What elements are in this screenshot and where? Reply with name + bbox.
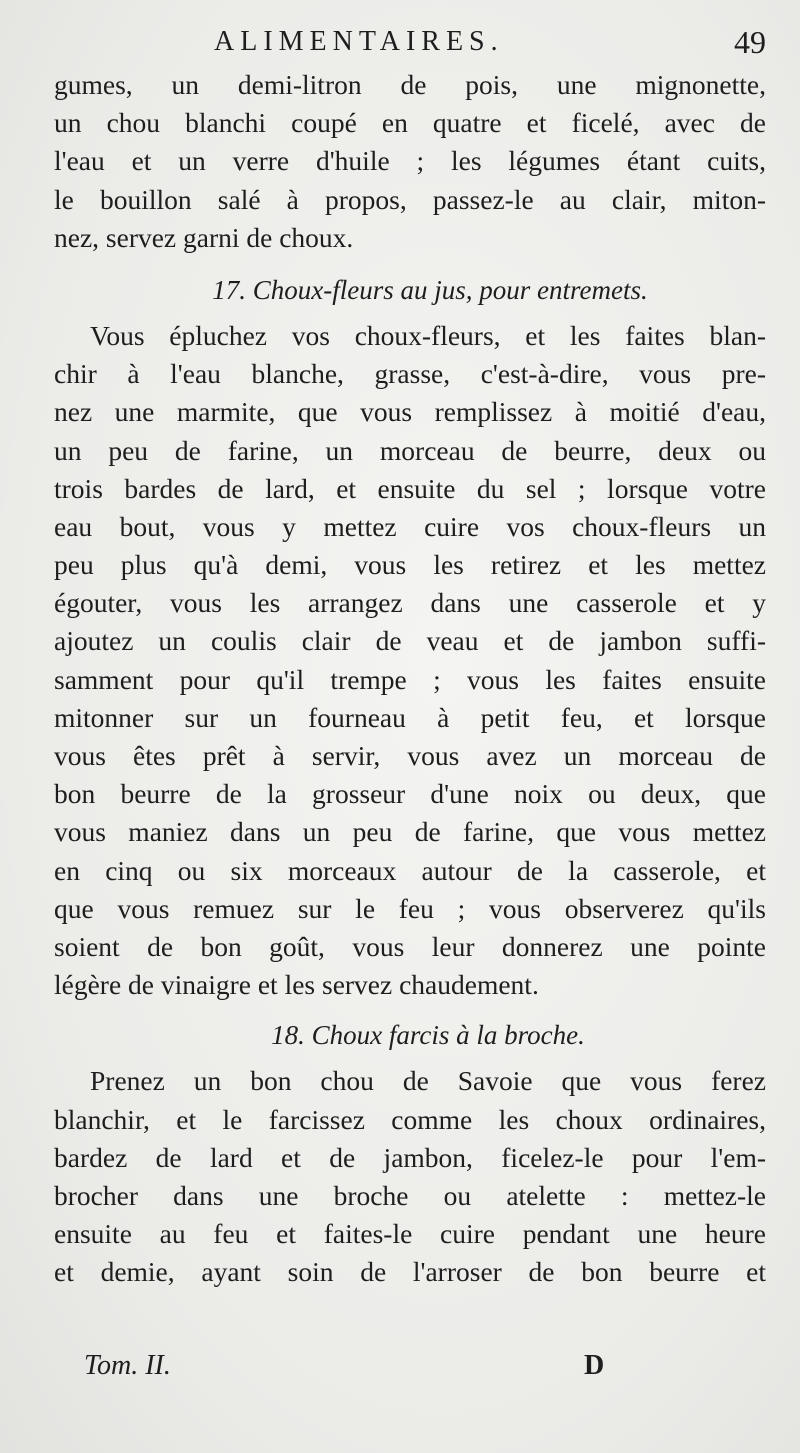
text-line: mitonner sur un fourneau à petit feu, et lorsque (54, 701, 766, 733)
text-line: bon beurre de la grosseur d'une noix ou deux, que (54, 778, 766, 810)
text-line: blanchir, et le farcissez comme les choux ordinaires, (54, 1103, 766, 1135)
text-line: vous maniez dans un peu de farine, que vous mettez (54, 816, 766, 848)
text-line: nez, servez garni de choux. (54, 221, 354, 253)
text-line: bardez de lard et de jambon, ficelez-le pour l'em- (54, 1141, 766, 1173)
text-line: samment pour qu'il trempe ; vous les faites ensuite (54, 663, 766, 695)
volume-signature: Tom. II. (84, 1350, 171, 1381)
text-line: nez une marmite, que vous remplissez à moitié d'eau, (54, 396, 766, 428)
text-line: ensuite au feu et faites-le cuire pendant une heure (54, 1218, 766, 1250)
text-line: peu plus qu'à demi, vous les retirez et les mettez (54, 549, 766, 581)
text-line: eau bout, vous y mettez cuire vos choux-fleurs un (54, 510, 766, 542)
text-line: un chou blanchi coupé en quatre et ficelé, avec de (54, 107, 766, 139)
text-line: un peu de farine, un morceau de beurre, deux ou (54, 434, 766, 466)
text-line: chir à l'eau blanche, grasse, c'est-à-dire, vous pre- (54, 358, 766, 390)
text-line: le bouillon salé à propos, passez-le au clair, miton- (54, 183, 766, 215)
text-line: brocher dans une broche ou atelette : mettez-le (54, 1179, 766, 1211)
recipe-paragraph-18 (54, 1062, 766, 1291)
page-number: 49 (734, 24, 766, 60)
text-line: égouter, vous les arrangez dans une casserole et y (54, 587, 766, 619)
text-line: légère de vinaigre et les servez chaudement. (54, 969, 539, 1001)
gathering-signature: D (584, 1350, 605, 1381)
text-line: l'eau et un verre d'huile ; les légumes étant cuits, (54, 145, 766, 177)
recipe-heading-17: 17. Choux-fleurs au jus, pour entremets. (212, 274, 648, 305)
text-line: vous êtes prêt à servir, vous avez un morceau de (54, 740, 766, 771)
text-line: en cinq ou six morceaux autour de la casserole, et (54, 854, 766, 886)
text-line: soient de bon goût, vous leur donnerez une pointe (54, 930, 766, 962)
text-line: que vous remuez sur le feu ; vous observerez qu'ils (54, 892, 766, 924)
body-text (54, 66, 766, 1291)
running-head: ALIMENTAIRES. (214, 26, 504, 57)
page-footer (84, 1350, 740, 1390)
text-line: Vous épluchez vos choux-fleurs, et les faites blan- (90, 319, 766, 351)
page-header (54, 22, 778, 70)
recipe-heading-18: 18. Choux farcis à la broche. (271, 1020, 585, 1051)
paragraph-continued (54, 66, 766, 257)
text-line: gumes, un demi-litron de pois, une mignonette, (54, 69, 766, 100)
text-line: trois bardes de lard, et ensuite du sel ; lorsque votre (54, 472, 766, 504)
text-line: Prenez un bon chou de Savoie que vous ferez (90, 1065, 766, 1097)
text-line: ajoutez un coulis clair de veau et de jambon suffi- (54, 625, 766, 657)
text-line: et demie, ayant soin de l'arroser de bon beurre et (54, 1256, 766, 1288)
recipe-paragraph-17 (54, 317, 766, 1004)
